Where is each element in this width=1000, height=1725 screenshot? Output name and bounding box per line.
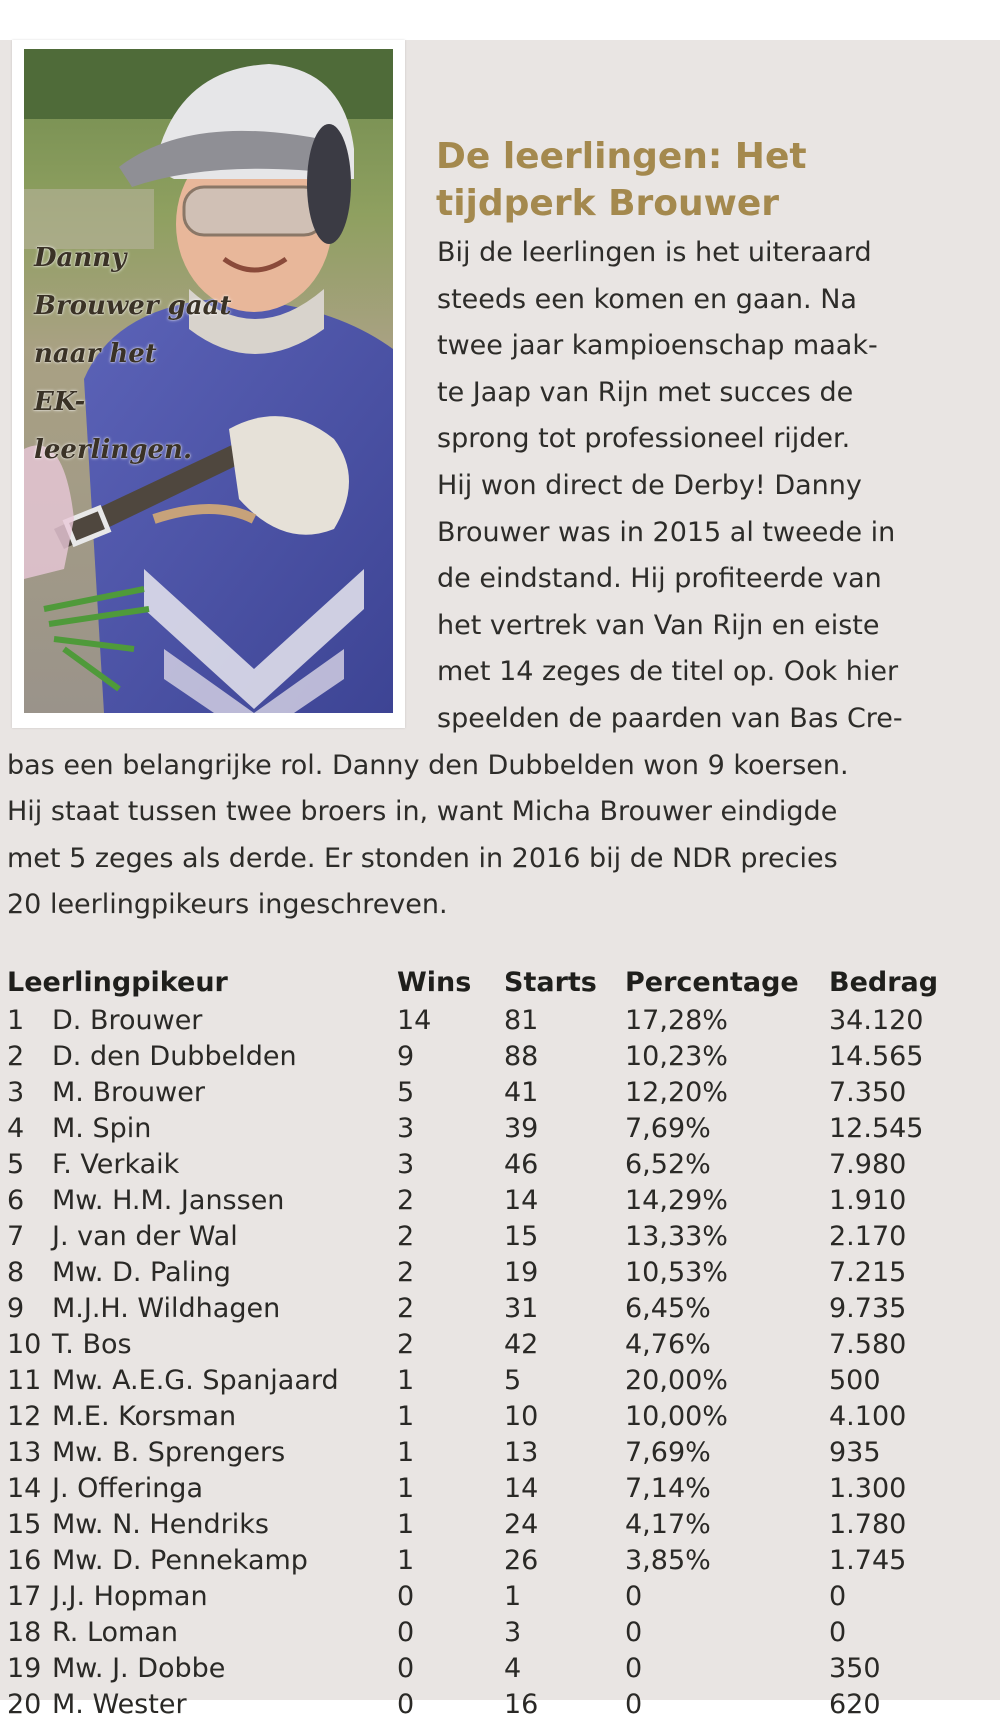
article-body (0, 230, 1000, 929)
table-header (7, 967, 997, 1005)
row-amount: 4.100 (829, 1401, 907, 1432)
row-starts: 10 (504, 1401, 539, 1432)
row-percentage: 0 (625, 1689, 643, 1720)
table-row (7, 1257, 997, 1293)
row-name: Mw. D. Paling (52, 1257, 231, 1288)
row-percentage: 4,17% (625, 1509, 711, 1540)
row-amount: 12.545 (829, 1113, 924, 1144)
body-line: de eindstand. Hij profiteerde van (437, 563, 882, 595)
row-percentage: 13,33% (625, 1221, 728, 1252)
row-rank: 4 (7, 1113, 25, 1144)
row-starts: 13 (504, 1437, 539, 1468)
table-row (7, 1077, 997, 1113)
row-wins: 2 (397, 1293, 415, 1324)
table-row (7, 1545, 997, 1581)
header-wins: Wins (397, 967, 472, 998)
row-amount: 14.565 (829, 1041, 924, 1072)
row-amount: 500 (829, 1365, 881, 1396)
row-percentage: 6,45% (625, 1293, 711, 1324)
row-starts: 16 (504, 1689, 539, 1720)
caption-line: Brouwer gaat (34, 291, 232, 321)
body-line: Bij de leerlingen is het uiteraard (437, 237, 872, 268)
row-name: D. Brouwer (52, 1005, 203, 1036)
body-line: te Jaap van Rijn met succes de (437, 376, 854, 408)
row-rank: 10 (7, 1329, 42, 1360)
magazine-page (0, 40, 1000, 1720)
body-line: speelden de paarden van Bas Cre- (437, 702, 903, 734)
body-line: twee jaar kampioenschap maak- (437, 330, 878, 362)
row-rank: 3 (7, 1077, 25, 1108)
row-percentage: 0 (625, 1617, 643, 1648)
row-rank: 19 (7, 1653, 42, 1684)
row-name: Mw. J. Dobbe (52, 1653, 226, 1684)
row-amount: 2.170 (829, 1221, 907, 1252)
body-line: Hij staat tussen twee broers in, want Micha Brouwer eindigde (7, 796, 838, 828)
row-amount: 935 (829, 1437, 881, 1468)
row-percentage: 7,69% (625, 1113, 711, 1144)
row-wins: 2 (397, 1221, 415, 1252)
row-percentage: 17,28% (625, 1005, 728, 1036)
body-line: bas een belangrijke rol. Danny den Dubbelden won 9 koersen. (7, 749, 849, 781)
row-rank: 1 (7, 1005, 25, 1036)
row-amount: 0 (829, 1581, 847, 1612)
row-name: D. den Dubbelden (52, 1041, 297, 1072)
table-row (7, 1041, 997, 1077)
row-name: Mw. A.E.G. Spanjaard (52, 1365, 339, 1396)
table-row (7, 1221, 997, 1257)
row-amount: 0 (829, 1617, 847, 1648)
row-name: M. Spin (52, 1113, 152, 1144)
row-name: T. Bos (52, 1329, 132, 1360)
row-wins: 0 (397, 1617, 415, 1648)
row-starts: 39 (504, 1113, 539, 1144)
row-rank: 15 (7, 1509, 42, 1540)
body-line: het vertrek van Van Rijn en eiste (437, 609, 880, 641)
row-starts: 14 (504, 1473, 539, 1504)
row-name: R. Loman (52, 1617, 179, 1648)
row-wins: 1 (397, 1545, 415, 1576)
caption-line: EK-leerlingen. (34, 387, 192, 465)
title-line: tijdperk Brouwer (436, 183, 780, 224)
row-percentage: 7,14% (625, 1473, 711, 1504)
table-row (7, 1689, 997, 1725)
body-line: Brouwer was in 2015 al tweede in (437, 516, 896, 548)
header-name: Leerlingpikeur (7, 967, 228, 998)
table-row (7, 1149, 997, 1185)
row-percentage: 10,00% (625, 1401, 728, 1432)
table-row (7, 1365, 997, 1401)
row-wins: 14 (397, 1005, 432, 1036)
row-wins: 1 (397, 1509, 415, 1540)
row-starts: 4 (504, 1653, 522, 1684)
row-percentage: 0 (625, 1581, 643, 1612)
row-wins: 3 (397, 1149, 415, 1180)
header-amount: Bedrag (829, 967, 939, 998)
row-name: Mw. B. Sprengers (52, 1437, 286, 1468)
row-wins: 1 (397, 1437, 415, 1468)
row-amount: 620 (829, 1689, 881, 1720)
body-line: Hij won direct de Derby! Danny (437, 469, 862, 501)
row-wins: 5 (397, 1077, 415, 1108)
table-row (7, 1473, 997, 1509)
row-percentage: 14,29% (625, 1185, 728, 1216)
body-line: steeds een komen en gaan. Na (437, 283, 857, 315)
row-starts: 42 (504, 1329, 539, 1360)
row-rank: 17 (7, 1581, 42, 1612)
row-wins: 3 (397, 1113, 415, 1144)
row-wins: 0 (397, 1689, 415, 1720)
row-percentage: 0 (625, 1653, 643, 1684)
table-row (7, 1653, 997, 1689)
row-rank: 12 (7, 1401, 42, 1432)
body-line: 20 leerlingpikeurs ingeschreven. (7, 889, 448, 921)
row-starts: 26 (504, 1545, 539, 1576)
body-line: met 14 zeges de titel op. Ook hier (437, 656, 899, 688)
row-percentage: 10,23% (625, 1041, 728, 1072)
table-row (7, 1401, 997, 1437)
row-name: M. Wester (52, 1689, 187, 1720)
row-amount: 34.120 (829, 1005, 924, 1036)
row-amount: 1.780 (829, 1509, 907, 1540)
row-rank: 11 (7, 1365, 42, 1396)
row-name: J.J. Hopman (52, 1581, 208, 1612)
row-rank: 5 (7, 1149, 25, 1180)
row-wins: 1 (397, 1473, 415, 1504)
row-amount: 7.980 (829, 1149, 907, 1180)
table-row (7, 1113, 997, 1149)
table-row (7, 1005, 997, 1041)
row-starts: 19 (504, 1257, 539, 1288)
row-starts: 3 (504, 1617, 522, 1648)
standings-table (7, 967, 997, 1725)
row-amount: 350 (829, 1653, 881, 1684)
row-name: Mw. D. Pennekamp (52, 1545, 308, 1576)
row-name: M.J.H. Wildhagen (52, 1293, 281, 1324)
table-row (7, 1509, 997, 1545)
row-wins: 1 (397, 1365, 415, 1396)
row-rank: 14 (7, 1473, 42, 1504)
row-amount: 1.910 (829, 1185, 907, 1216)
row-starts: 24 (504, 1509, 539, 1540)
row-percentage: 20,00% (625, 1365, 728, 1396)
row-amount: 7.350 (829, 1077, 907, 1108)
row-wins: 0 (397, 1653, 415, 1684)
row-name: F. Verkaik (52, 1149, 180, 1180)
row-percentage: 7,69% (625, 1437, 711, 1468)
row-starts: 14 (504, 1185, 539, 1216)
table-body (7, 1005, 997, 1725)
row-wins: 0 (397, 1581, 415, 1612)
row-wins: 2 (397, 1185, 415, 1216)
row-starts: 88 (504, 1041, 539, 1072)
row-amount: 7.215 (829, 1257, 907, 1288)
row-wins: 9 (397, 1041, 415, 1072)
row-starts: 15 (504, 1221, 539, 1252)
row-amount: 9.735 (829, 1293, 907, 1324)
row-amount: 7.580 (829, 1329, 907, 1360)
row-percentage: 4,76% (625, 1329, 711, 1360)
table-row (7, 1185, 997, 1221)
row-amount: 1.300 (829, 1473, 907, 1504)
row-starts: 5 (504, 1365, 522, 1396)
row-percentage: 3,85% (625, 1545, 711, 1576)
title-line: De leerlingen: Het (436, 136, 807, 177)
table-row (7, 1617, 997, 1653)
row-starts: 1 (504, 1581, 522, 1612)
table-row (7, 1437, 997, 1473)
row-percentage: 6,52% (625, 1149, 711, 1180)
row-starts: 46 (504, 1149, 539, 1180)
row-rank: 7 (7, 1221, 25, 1252)
row-starts: 41 (504, 1077, 539, 1108)
row-rank: 13 (7, 1437, 42, 1468)
row-name: M. Brouwer (52, 1077, 205, 1108)
row-rank: 20 (7, 1689, 42, 1720)
table-row (7, 1293, 997, 1329)
row-rank: 16 (7, 1545, 42, 1576)
row-name: J. Offeringa (52, 1473, 203, 1504)
article-title (436, 133, 976, 227)
row-amount: 1.745 (829, 1545, 907, 1576)
row-name: M.E. Korsman (52, 1401, 237, 1432)
caption-line: naar het (34, 339, 157, 369)
row-wins: 1 (397, 1401, 415, 1432)
row-rank: 18 (7, 1617, 42, 1648)
header-percentage: Percentage (625, 967, 799, 998)
row-rank: 9 (7, 1293, 25, 1324)
table-row (7, 1329, 997, 1365)
row-name: Mw. N. Hendriks (52, 1509, 269, 1540)
caption-line: Danny (34, 243, 127, 273)
row-name: Mw. H.M. Janssen (52, 1185, 285, 1216)
table-row (7, 1581, 997, 1617)
row-starts: 81 (504, 1005, 539, 1036)
row-rank: 8 (7, 1257, 25, 1288)
row-wins: 2 (397, 1257, 415, 1288)
header-starts: Starts (504, 967, 597, 998)
row-rank: 2 (7, 1041, 25, 1072)
row-rank: 6 (7, 1185, 25, 1216)
body-line: sprong tot professioneel rijder. (437, 423, 851, 455)
row-wins: 2 (397, 1329, 415, 1360)
row-percentage: 12,20% (625, 1077, 728, 1108)
body-line: met 5 zeges als derde. Er stonden in 2016 bij de NDR precies (7, 842, 838, 874)
row-name: J. van der Wal (52, 1221, 238, 1252)
row-percentage: 10,53% (625, 1257, 728, 1288)
row-starts: 31 (504, 1293, 539, 1324)
